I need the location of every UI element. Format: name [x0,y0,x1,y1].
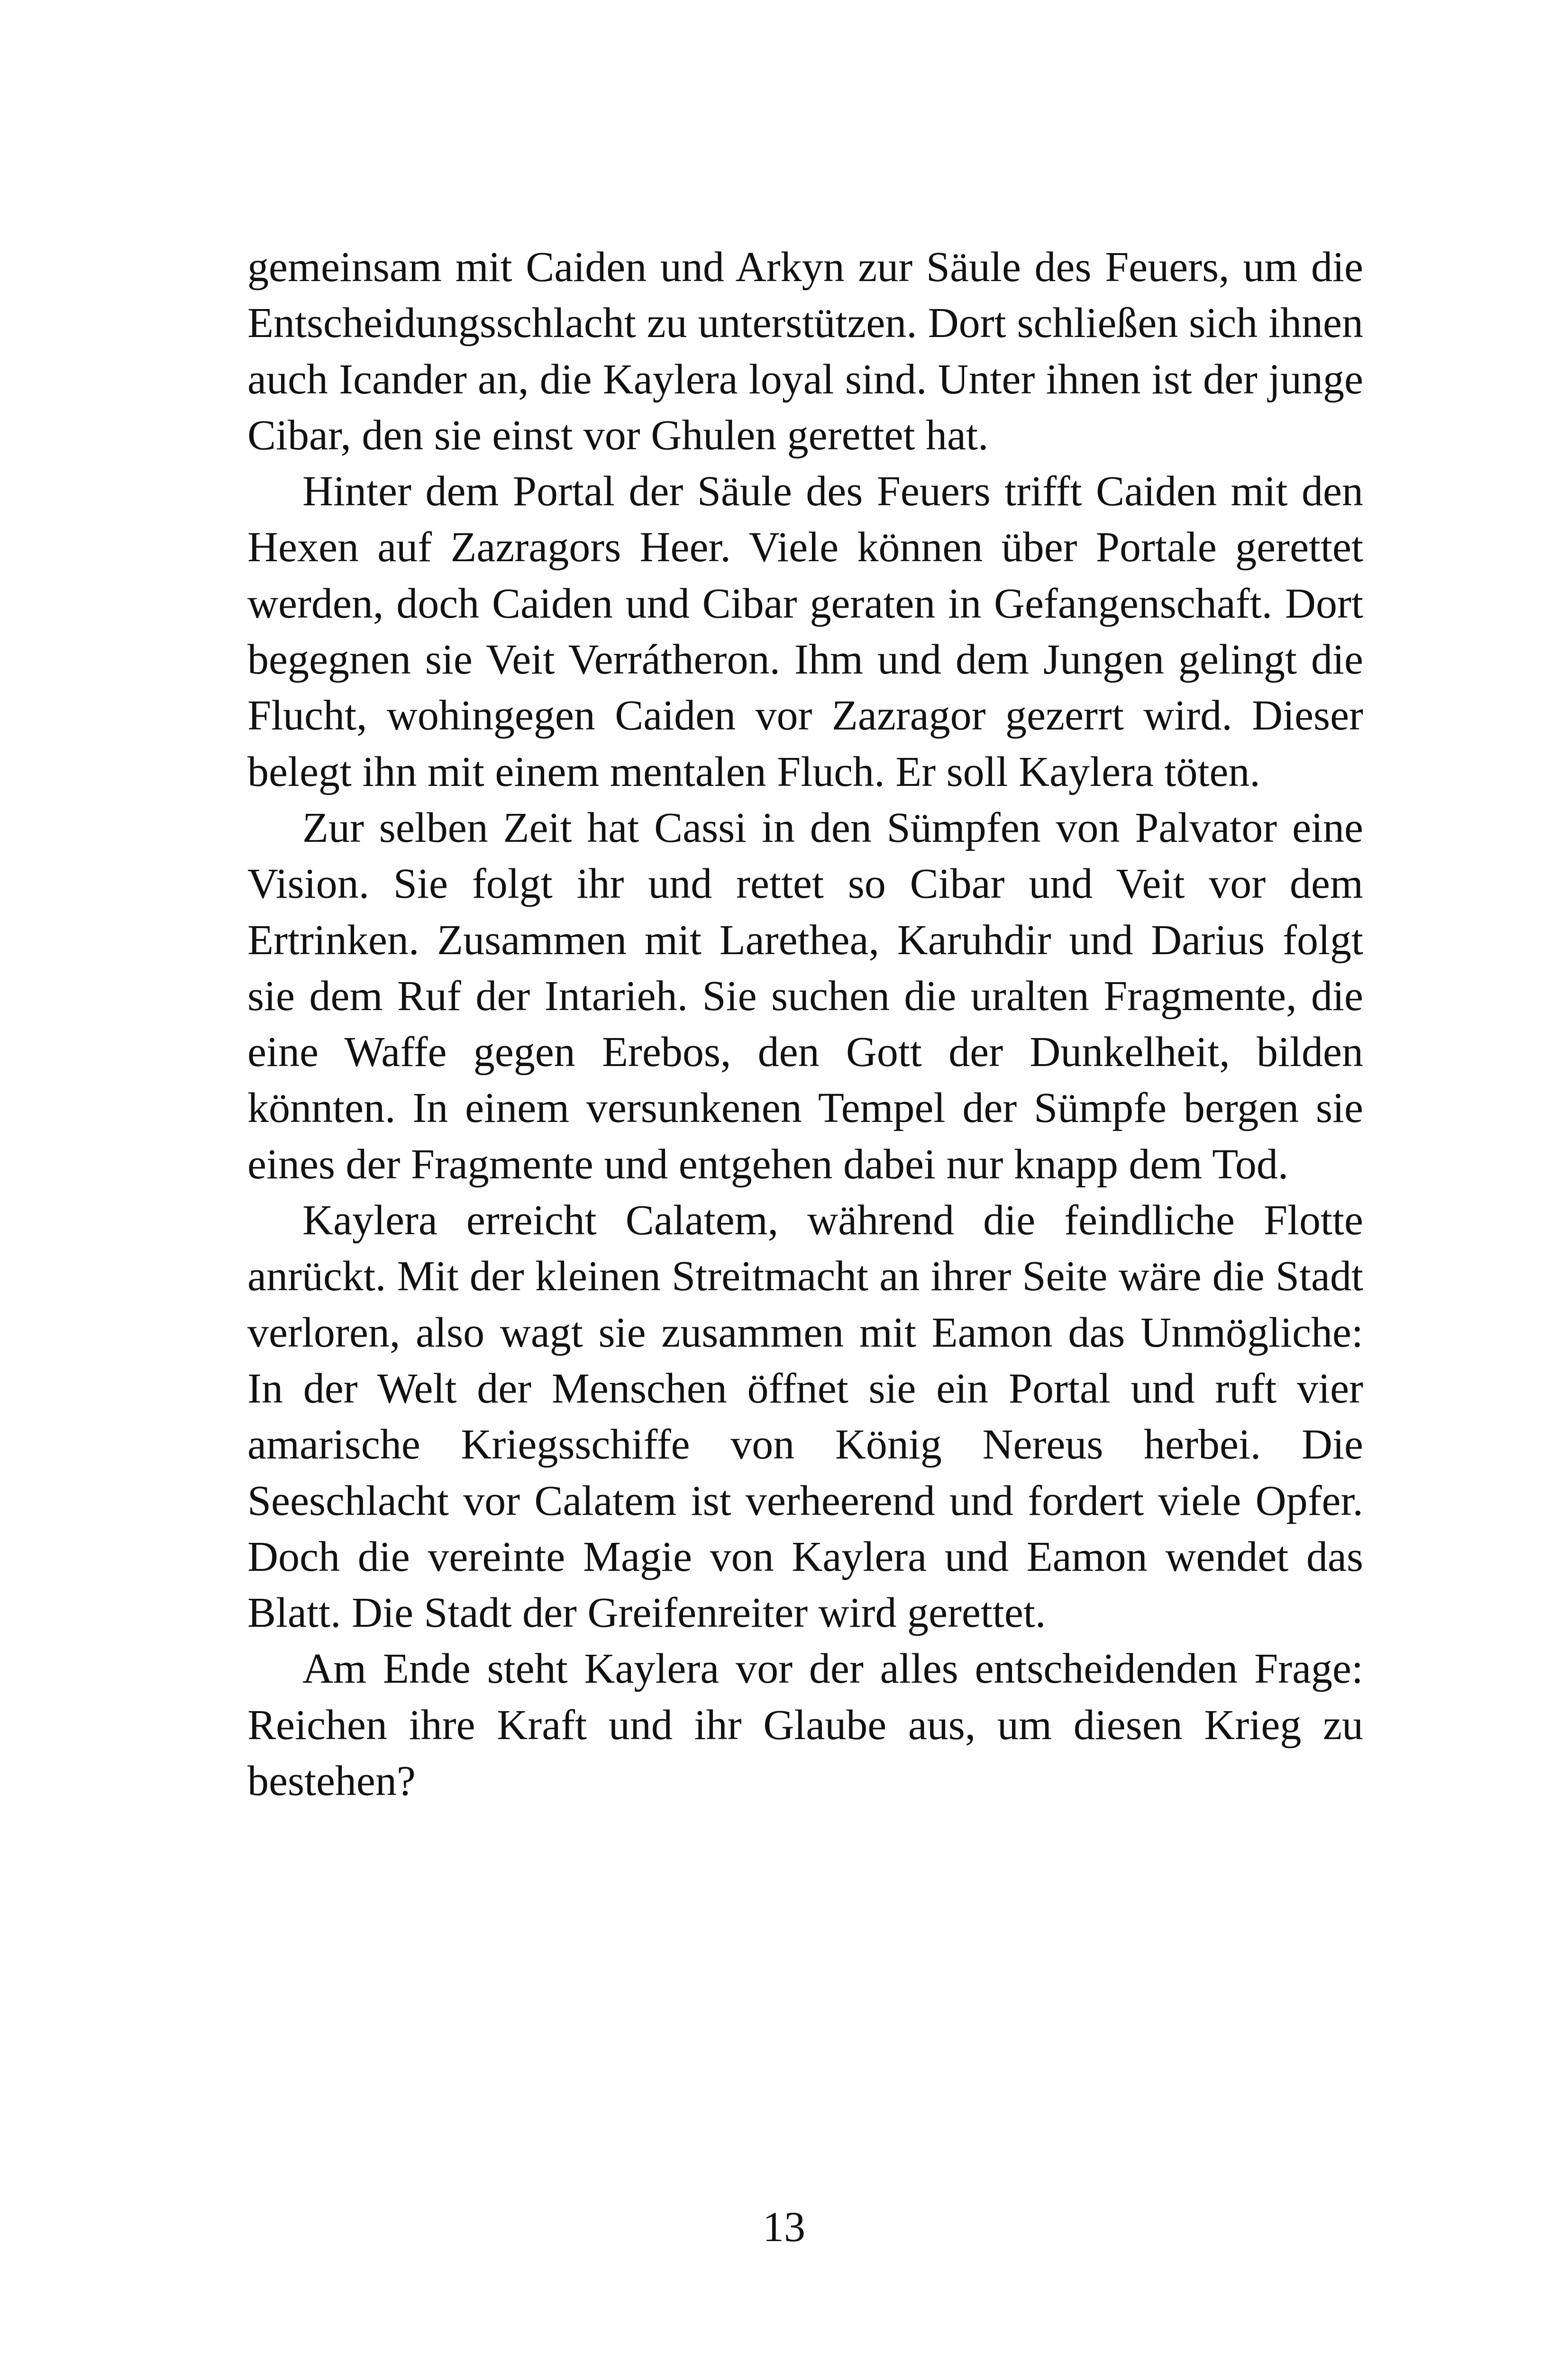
paragraph-4: Kaylera erreicht Calatem, während die feindliche Flotte anrückt. Mit der kleinen Streitmacht an ihrer Seite wäre die Stadt verloren, also wagt sie zusammen mit Eamon das Unmögliche: In der Welt der Menschen öffnet sie ein Portal und ruft vier amarische Kriegsschiffe von König Nereus herbei. Die Seeschlacht vor Calatem ist verheerend und fordert viele Opfer. Doch die vereinte Magie von Kaylera und Eamon wendet das Blatt. Die Stadt der Greifenreiter wird gerettet. [247,1197,1363,1637]
paragraph-2: Hinter dem Portal der Säule des Feuers trifft Caiden mit den Hexen auf Zazragors Heer. Viele können über Portale gerettet werden, doch Caiden und Cibar geraten in Gefangenschaft. Dort begegnen sie Veit Verrátheron. Ihm und dem Jungen gelingt die Flucht, wohingegen Caiden vor Zazragor gezerrt wird. Dieser belegt ihn mit einem mentalen Fluch. Er soll Kaylera töten. [247,468,1363,795]
paragraph-5: Am Ende steht Kaylera vor der alles entscheidenden Frage: Reichen ihre Kraft und ihr Glaube aus, um diesen Krieg zu bestehen? [247,1645,1363,1805]
page-number: 13 [763,2204,805,2251]
paragraph-3: Zur selben Zeit hat Cassi in den Sümpfen von Palvator eine Vision. Sie folgt ihr und rettet so Cibar und Veit vor dem Ertrinken. Zusammen mit Larethea, Karuhdir und Darius folgt sie dem Ruf der Intarieh. Sie suchen die uralten Fragmente, die eine Waffe gegen Erebos, den Gott der Dunkelheit, bilden könnten. In einem versunkenen Tempel der Sümpfe bergen sie eines der Fragmente und entgehen dabei nur knapp dem Tod. [247,804,1363,1188]
body-text [247,239,1363,1809]
paragraph-1: gemeinsam mit Caiden und Arkyn zur Säule des Feuers, um die Entscheidungsschlacht zu unterstützen. Dort schließen sich ihnen auch Icander an, die Kaylera loyal sind. Unter ihnen ist der junge Cibar, den sie einst vor Ghulen gerettet hat. [247,244,1363,459]
